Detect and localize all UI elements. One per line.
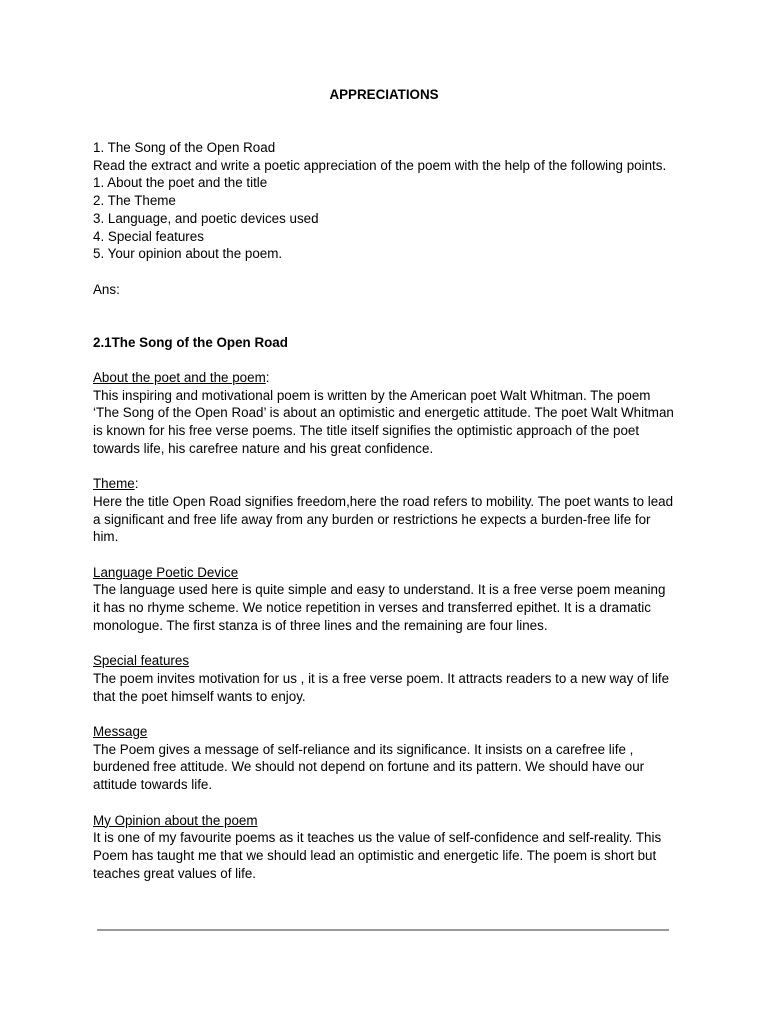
section-label: Message [93, 724, 148, 740]
answer-label: Ans: [93, 281, 120, 297]
section-body: Here the title Open Road signifies freedom,here the road refers to mobility. The poet wants to lead a significant and free life away from any burden or restrictions he expects a burden-free life for him. [93, 493, 674, 545]
answer-block [93, 334, 675, 883]
section-body: It is one of my favourite poems as it teaches us the value of self-confidence and self-reality. This Poem has taught me that we should lead an optimistic and energetic life. The poem is short but teaches great values of life. [93, 830, 662, 881]
section-body: The poem invites motivation for us , it is a free verse poem. It attracts readers to a new way of life that the poet himself wants to enjoy. [93, 670, 670, 704]
section-theme [93, 475, 675, 546]
question-instruction: Read the extract and write a poetic appreciation of the poem with the help of the following points. [93, 157, 667, 173]
section-label-suffix: : [265, 370, 270, 386]
document-title: APPRECIATIONS [329, 87, 439, 102]
section-label: My Opinion about the poem [93, 812, 258, 828]
question-block [93, 139, 675, 298]
section-label: Special features [93, 653, 190, 669]
section-label-suffix: : [134, 476, 139, 492]
page-footer-divider [97, 929, 669, 931]
question-point: 5. Your opinion about the poem. [93, 246, 283, 262]
section-body: The language used here is quite simple and easy to understand. It is a free verse poem meaning it has no rhyme scheme. We notice repetition in verses and transferred epithet. It is a dramatic monologue. The first stanza is of three lines and the remaining are four lines. [93, 582, 666, 633]
question-point: 3. Language, and poetic devices used [93, 210, 319, 226]
question-heading: 1. The Song of the Open Road [93, 140, 276, 155]
section-label: Language Poetic Device [93, 564, 239, 580]
section-about-poet [93, 369, 675, 458]
section-body: The Poem gives a message of self-reliance and its significance. It insists on a carefree life , burdened free attitude. We should not depend on fortune and its pattern. We should have our attitude towards life. [93, 741, 645, 793]
question-point: 1. About the poet and the title [93, 175, 268, 191]
section-label: Theme [93, 476, 135, 492]
section-opinion [93, 812, 675, 883]
document-page [93, 86, 675, 882]
section-message [93, 723, 675, 794]
section-label: About the poet and the poem [93, 370, 266, 386]
section-body: This inspiring and motivational poem is written by the American poet Walt Whitman. The poem ‘The Song of the Open Road’ is about an optimistic and energetic attitude. The poet Walt Whitman is known for his free verse poems. The title itself signifies the optimistic approach of the poet towards life, his carefree nature and his great confidence. [93, 387, 674, 456]
section-language [93, 564, 675, 635]
question-point: 2. The Theme [93, 193, 176, 209]
question-point: 4. Special features [93, 228, 204, 244]
answer-heading: 2.1The Song of the Open Road [93, 334, 288, 350]
section-special-features [93, 652, 675, 705]
